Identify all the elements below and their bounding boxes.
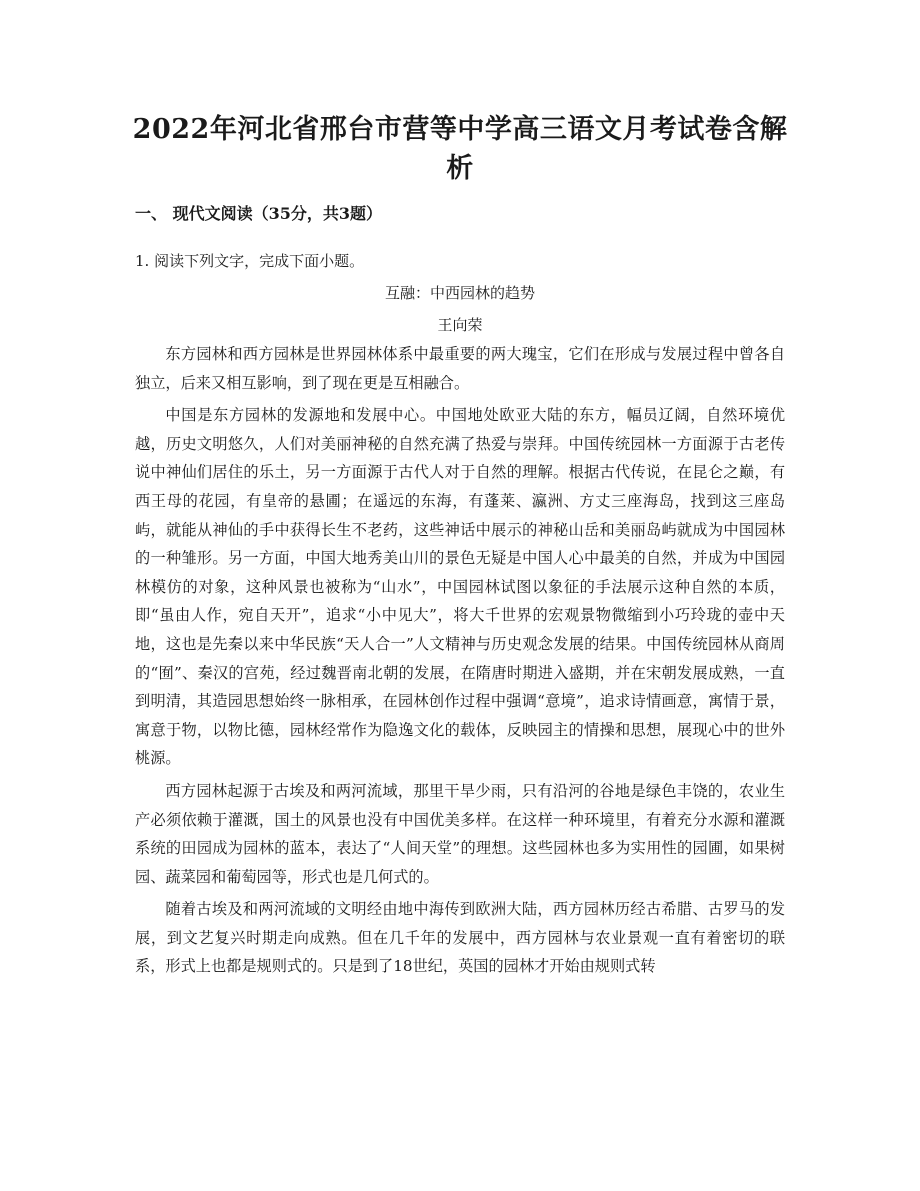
paragraph: 西方园林起源于古埃及和两河流域，那里干旱少雨，只有沿河的谷地是绿色丰饶的，农业生产必须依赖于灌溉，国土的风景也没有中国优美多样。在这样一种环境里，有着充分水源和灌溉系统的田园成为园林的蓝本，表达了“人间天堂”的理想。这些园林也多为实用性的园圃，如果树园、蔬菜园和葡萄园等，形式也是几何式的。: [135, 781, 785, 886]
section-heading: 一、 现代文阅读（35分，共3题）: [135, 204, 382, 223]
question-intro: 1. 阅读下列文字，完成下面小题。: [135, 252, 365, 270]
paragraph: 东方园林和西方园林是世界园林体系中最重要的两大瑰宝，它们在形成与发展过程中曾各自独立，后来又相互影响，到了现在更是互相融合。: [135, 345, 785, 392]
paragraph: 随着古埃及和两河流域的文明经由地中海传到欧洲大陆，西方园林历经古希腊、古罗马的发展，到文艺复兴时期走向成熟。但在几千年的发展中，西方园林与农业景观一直有着密切的联系，形式上也都是规则式的。只是到了18世纪，英国的园林才开始由规则式转: [135, 900, 785, 976]
article-author: 王向荣: [437, 316, 483, 334]
paragraph: 中国是东方园林的发源地和发展中心。中国地处欧亚大陆的东方，幅员辽阔，自然环境优越，历史文明悠久，人们对美丽神秘的自然充满了热爱与崇拜。中国传统园林一方面源于古老传说中神仙们居住的乐土，另一方面源于古代人对于自然的理解。根据古代传说，在昆仑之巅，有西王母的花园，有皇帝的悬圃；在遥远的东海，有蓬莱、瀛洲、方丈三座海岛，找到这三座岛屿，就能从神仙的手中获得长生不老药，这些神话中展示的神秘山岳和美丽岛屿就成为中国园林的一种雏形。另一方面，中国大地秀美山川的景色无疑是中国人心中最美的自然，并成为中国园林模仿的对象，这种风景也被称为“山水”，中国园林试图以象征的手法展示这种自然的本质，即“虽由人作，宛自天开”，追求“小中见大”，将大千世界的宏观景物微缩到小巧玲珑的壶中天地，这也是先秦以来中华民族“天人合一”人文精神与历史观念发展的结果。中国传统园林从商周的“囿”、秦汉的宫苑，经过魏晋南北朝的发展，在隋唐时期进入盛期，并在宋朝发展成熟，一直到明清，其造园思想始终一脉相承，在园林创作过程中强调“意境”，追求诗情画意，寓情于景，寓意于物，以物比德，园林经常作为隐逸文化的载体，反映园主的情操和思想，展现心中的世外桃源。: [135, 406, 785, 768]
article-title: 互融：中西园林的趋势: [384, 284, 535, 302]
document-title: 2022年河北省邢台市营等中学高三语文月考试卷含解析: [132, 114, 788, 184]
article-body: [135, 340, 785, 985]
